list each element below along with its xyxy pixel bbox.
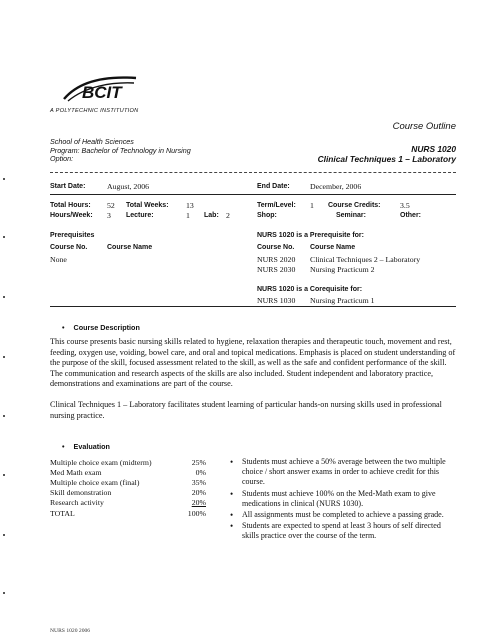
- info-divider: [50, 194, 456, 195]
- course-credits-label: Course Credits:: [328, 202, 381, 209]
- shop-label: Shop:: [257, 212, 277, 219]
- program-name: Program: Bachelor of Technology in Nursing: [50, 146, 191, 155]
- eval-item: Research activity: [50, 498, 104, 507]
- section-divider: [50, 306, 456, 307]
- list-item: • Students must achieve 100% on the Med-Math exam to give medications in clinical (NURS 1030).: [228, 489, 453, 509]
- total-hours-label: Total Hours:: [50, 202, 91, 209]
- end-date-label: End Date:: [257, 183, 290, 190]
- coreq-row-name: Nursing Practicum 1: [310, 296, 375, 305]
- school-name: School of Health Sciences: [50, 137, 134, 146]
- prereq-none: None: [50, 255, 67, 264]
- evaluation-heading: [62, 442, 110, 451]
- prereq-for-row-no: NURS 2030: [257, 265, 296, 274]
- prereq-for-col-no: Course No.: [257, 244, 295, 251]
- list-item: • Students must achieve a 50% average between the two multiple choice / short answer exams in order to achieve credit for this course.: [228, 457, 453, 488]
- prereq-for-row-no: NURS 2020: [257, 255, 296, 264]
- eval-item: Skill demonstration: [50, 488, 112, 497]
- eval-item: Multiple choice exam (final): [50, 478, 140, 487]
- lab-label: Lab:: [204, 212, 219, 219]
- option-label: Option:: [50, 154, 74, 163]
- start-date-label: Start Date:: [50, 183, 86, 190]
- prereq-col-name: Course Name: [107, 244, 153, 251]
- list-item: • All assignments must be completed to achieve a passing grade.: [228, 510, 453, 520]
- course-credits-value: 3.5: [400, 201, 410, 210]
- start-date-value: August, 2006: [107, 182, 150, 191]
- evaluation-heading-text: Evaluation: [73, 442, 110, 451]
- total-weeks-value: 13: [186, 201, 194, 210]
- lecture-label: Lecture:: [126, 212, 154, 219]
- eval-item: TOTAL: [50, 509, 75, 518]
- list-item: • Students are expected to spend at least 3 hours of self directed skills practice over the course of the term.: [228, 521, 453, 541]
- logo-tagline: A POLYTECHNIC INSTITUTION: [50, 108, 139, 114]
- seminar-label: Seminar:: [336, 212, 366, 219]
- hours-week-value: 3: [107, 211, 111, 220]
- eval-pct: 35%: [191, 478, 206, 487]
- eval-item: Med Math exam: [50, 468, 102, 477]
- lab-value: 2: [226, 211, 230, 220]
- bullet-icon: •: [62, 442, 65, 451]
- bullet-icon: •: [62, 323, 65, 332]
- description-paragraph: This course presents basic nursing skills related to hygiene, relaxation therapies and therapeutic touch, movement and rest, feeding, oxygen use, voiding, bowel care, and oral and topical medications. Emphasis is placed on student understanding of the purpose of the skill, focused assessment related to the skill, as well as the safe and confident performance of the skill. The communication and research aspects of the skills are also included. Student independent and laboratory practice, demonstrations and examinations are part of the course.: [50, 337, 456, 389]
- bcit-logo: [60, 74, 140, 110]
- description-heading-text: Course Description: [73, 323, 140, 332]
- other-label: Other:: [400, 212, 421, 219]
- logo-text: BCIT: [82, 83, 122, 102]
- coreq-title: NURS 1020 is a Corequisite for:: [257, 286, 363, 293]
- prereq-for-row-name: Clinical Techniques 2 – Laboratory: [310, 255, 421, 264]
- header-divider: [50, 172, 456, 173]
- term-level-label: Term/Level:: [257, 202, 296, 209]
- prereq-for-col-name: Course Name: [310, 244, 356, 251]
- prereq-title: Prerequisites: [50, 232, 95, 239]
- description-paragraph-2: Clinical Techniques 1 – Laboratory facilitates student learning of particular hands-on nursing skills used in professional nursing practice.: [50, 400, 442, 420]
- eval-pct: 25%: [191, 458, 206, 467]
- coreq-row-no: NURS 1030: [257, 296, 296, 305]
- footer-code: NURS 1020 2006: [50, 628, 91, 634]
- end-date-value: December, 2006: [310, 182, 362, 191]
- course-code: NURS 1020: [411, 144, 456, 154]
- eval-pct: 100%: [187, 509, 206, 518]
- eval-pct: 20%: [191, 488, 206, 497]
- total-hours-value: 52: [107, 201, 115, 210]
- eval-pct: 0%: [195, 468, 206, 477]
- prereq-for-title: NURS 1020 is a Prerequisite for:: [257, 232, 364, 239]
- eval-item: Multiple choice exam (midterm): [50, 458, 152, 467]
- hours-week-label: Hours/Week:: [50, 212, 93, 219]
- course-title: Clinical Techniques 1 – Laboratory: [317, 154, 456, 164]
- doc-type: Course Outline: [392, 121, 456, 132]
- total-weeks-label: Total Weeks:: [126, 202, 169, 209]
- logo-swoosh-icon: [60, 74, 140, 104]
- eval-pct: 20%: [191, 498, 206, 507]
- term-level-value: 1: [310, 201, 314, 210]
- description-heading: [62, 323, 140, 332]
- prereq-col-no: Course No.: [50, 244, 88, 251]
- lecture-value: 1: [186, 211, 190, 220]
- prereq-for-row-name: Nursing Practicum 2: [310, 265, 375, 274]
- evaluation-notes: [228, 457, 453, 543]
